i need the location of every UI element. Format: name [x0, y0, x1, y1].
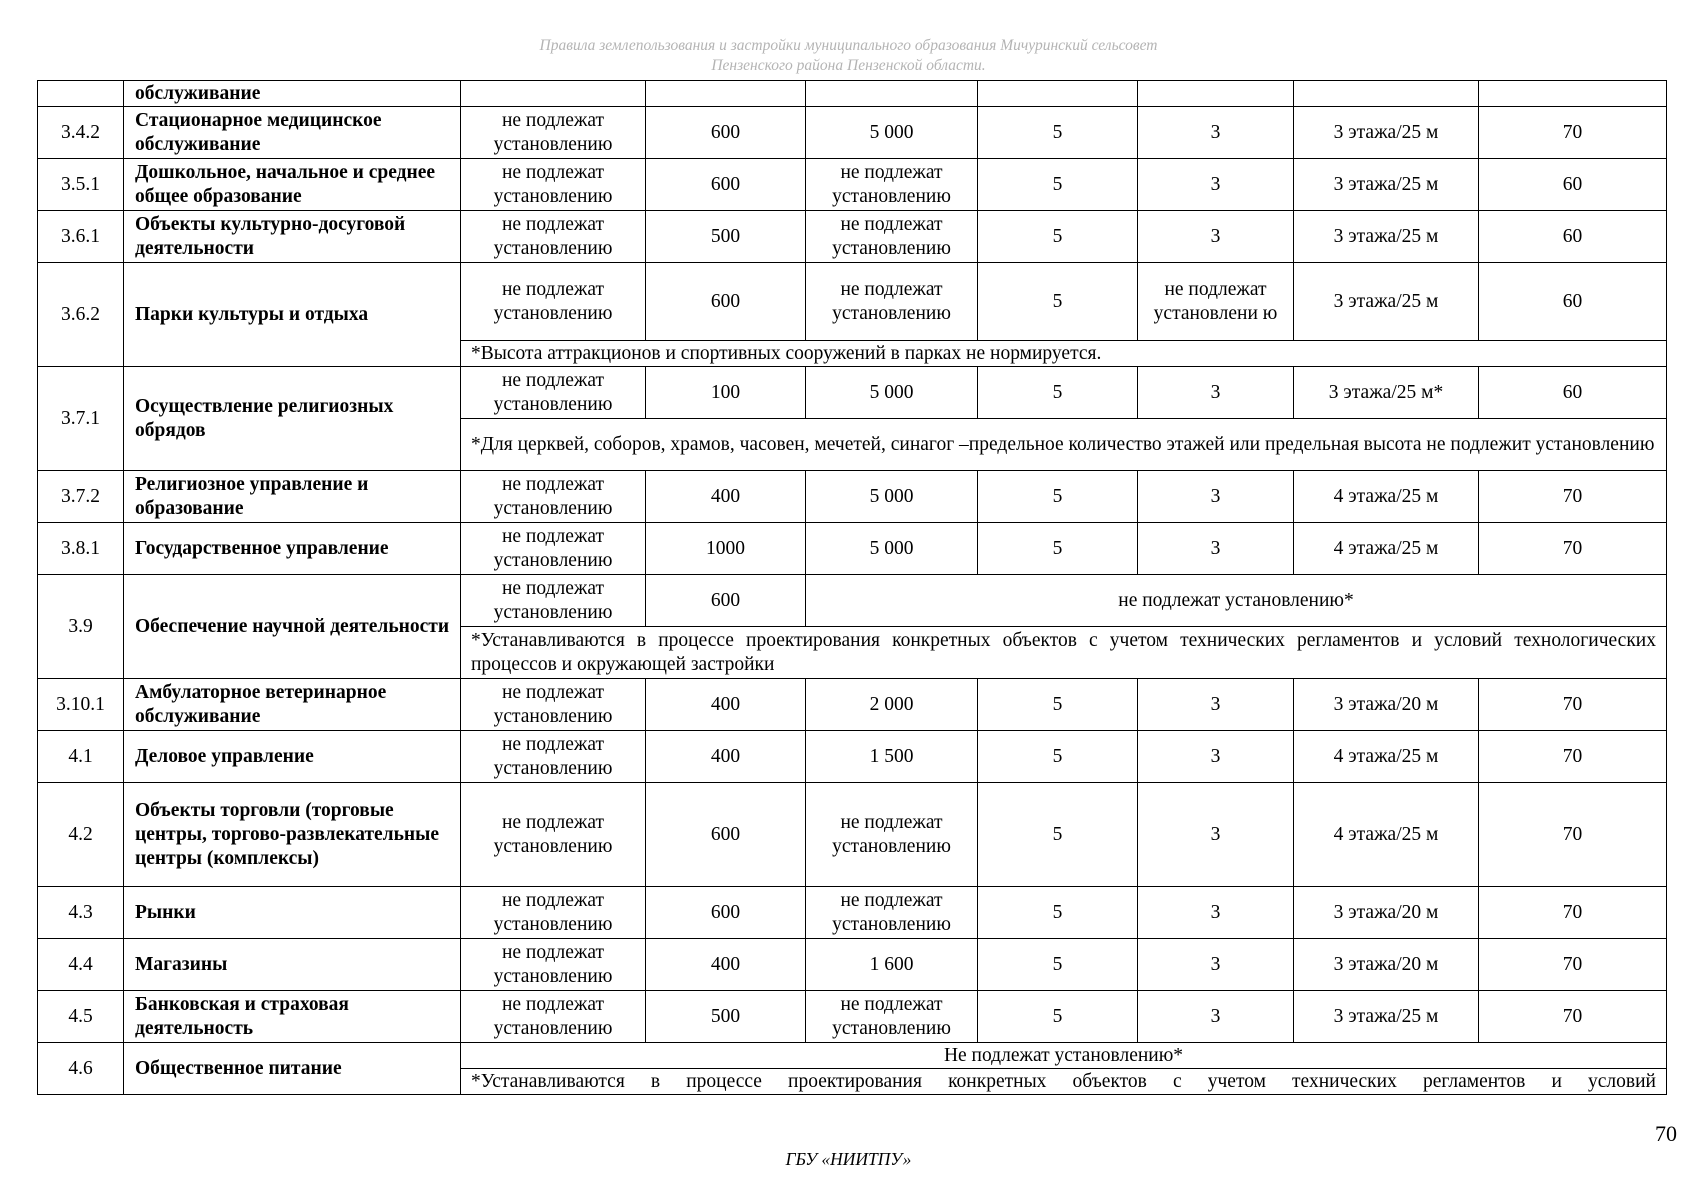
table-cell: 500 [646, 211, 806, 263]
page-footer: ГБУ «НИИТПУ» [785, 1149, 912, 1169]
row-name-cell: Осуществление религиозных обрядов [124, 367, 461, 471]
table-cell: не подлежат установлению [806, 263, 978, 341]
table-cell: 70 [1479, 679, 1667, 731]
table-cell: 3 [1138, 731, 1294, 783]
table-cell: 70 [1479, 107, 1667, 159]
row-code-cell: 4.2 [38, 783, 124, 887]
row-code-cell: 3.6.2 [38, 263, 124, 367]
merged-value-cell: Не подлежат установлению* [461, 1043, 1667, 1069]
footnote-cell: *Устанавливаются в процессе проектирования конкретных объектов с учетом технических регламентов и условий [461, 1069, 1667, 1095]
row-code-cell: 4.6 [38, 1043, 124, 1095]
row-name-cell: обслуживание [124, 81, 461, 107]
table-cell [806, 81, 978, 107]
table-cell: 5 [978, 887, 1138, 939]
table-cell: 5 [978, 263, 1138, 341]
row-code-cell: 4.5 [38, 991, 124, 1043]
table-cell: 3 [1138, 783, 1294, 887]
table-cell: 5 [978, 523, 1138, 575]
row-name-cell: Объекты торговли (торговые центры, торгово-развлекательные центры (комплексы) [124, 783, 461, 887]
table-cell: 5 000 [806, 367, 978, 419]
table-cell: 3 [1138, 991, 1294, 1043]
table-cell: 3 [1138, 887, 1294, 939]
table-row [38, 991, 1667, 1043]
table-cell: 1000 [646, 523, 806, 575]
table-cell: 500 [646, 991, 806, 1043]
page-number: 70 [1655, 1121, 1677, 1146]
table-cell: не подлежат установлению [806, 211, 978, 263]
table-cell: 3 [1138, 211, 1294, 263]
header-line-1: Правила землепользования и застройки муниципального образования Мичуринский сельсовет [539, 37, 1158, 54]
table-cell: 70 [1479, 887, 1667, 939]
row-code-cell: 4.1 [38, 731, 124, 783]
row-name-cell: Обеспечение научной деятельности [124, 575, 461, 679]
row-name-cell: Стационарное медицинское обслуживание [124, 107, 461, 159]
table-cell: 3 [1138, 523, 1294, 575]
row-name-cell: Амбулаторное ветеринарное обслуживание [124, 679, 461, 731]
table-cell: 400 [646, 471, 806, 523]
row-code-cell [38, 81, 124, 107]
table-cell: не подлежат установлению [806, 991, 978, 1043]
row-name-cell: Рынки [124, 887, 461, 939]
table-row [38, 107, 1667, 159]
table-cell: не подлежат установлению [461, 107, 646, 159]
table-cell [1479, 81, 1667, 107]
table-cell: 600 [646, 159, 806, 211]
table-row [38, 887, 1667, 939]
table-cell: не подлежат установлению [461, 575, 646, 627]
table-cell: 70 [1479, 939, 1667, 991]
table-cell: 1 500 [806, 731, 978, 783]
table-row [38, 211, 1667, 263]
table-cell: 70 [1479, 731, 1667, 783]
footnote-cell: *Устанавливаются в процессе проектирования конкретных объектов с учетом технических регламентов и условий технологических процессов и окружающей застройки [461, 627, 1667, 679]
table-row [38, 263, 1667, 341]
table-cell: не подлежат установлению [461, 991, 646, 1043]
table-cell: 70 [1479, 783, 1667, 887]
table-cell: 400 [646, 679, 806, 731]
row-code-cell: 3.4.2 [38, 107, 124, 159]
row-code-cell: 4.4 [38, 939, 124, 991]
table-cell: 5 [978, 471, 1138, 523]
table-cell: 100 [646, 367, 806, 419]
table-cell: не подлежат установлению [461, 263, 646, 341]
table-cell: 5 [978, 107, 1138, 159]
table-cell: не подлежат установлению [461, 679, 646, 731]
table-cell [646, 81, 806, 107]
table-row [38, 783, 1667, 887]
table-cell: 5 000 [806, 523, 978, 575]
row-name-cell: Объекты культурно-досуговой деятельности [124, 211, 461, 263]
table-cell: 5 [978, 939, 1138, 991]
table-cell: 4 этажа/25 м [1294, 783, 1479, 887]
table-cell: не подлежат установлени ю [1138, 263, 1294, 341]
table-cell: 5 [978, 783, 1138, 887]
row-code-cell: 3.6.1 [38, 211, 124, 263]
table-cell: 5 [978, 731, 1138, 783]
table-cell: не подлежат установлению [461, 731, 646, 783]
table-cell: не подлежат установлению [461, 523, 646, 575]
row-code-cell: 3.9 [38, 575, 124, 679]
table-row [38, 81, 1667, 107]
table-cell: 3 [1138, 679, 1294, 731]
table-cell: не подлежат установлению [461, 783, 646, 887]
table-cell [978, 81, 1138, 107]
table-cell: 70 [1479, 523, 1667, 575]
table-cell: 4 этажа/25 м [1294, 523, 1479, 575]
table-cell: 1 600 [806, 939, 978, 991]
row-code-cell: 3.10.1 [38, 679, 124, 731]
table-row [38, 939, 1667, 991]
merged-value-cell: не подлежат установлению* [806, 575, 1667, 627]
table-cell: не подлежат установлению [461, 211, 646, 263]
table-cell: 4 этажа/25 м [1294, 731, 1479, 783]
table-cell: 3 [1138, 939, 1294, 991]
table-cell: 60 [1479, 211, 1667, 263]
table-cell [461, 81, 646, 107]
table-cell [1138, 81, 1294, 107]
table-cell: 3 [1138, 367, 1294, 419]
table-row [38, 1043, 1667, 1069]
table-cell: 5 000 [806, 107, 978, 159]
row-code-cell: 4.3 [38, 887, 124, 939]
table-cell: 600 [646, 887, 806, 939]
table-cell: 400 [646, 939, 806, 991]
table-cell: не подлежат установлению [806, 783, 978, 887]
table-cell: 5 000 [806, 471, 978, 523]
header-line-2: Пензенского района Пензенской области. [711, 57, 986, 74]
table-cell: 5 [978, 211, 1138, 263]
table-row [38, 367, 1667, 419]
row-name-cell: Общественное питание [124, 1043, 461, 1095]
row-code-cell: 3.7.1 [38, 367, 124, 471]
table-cell: 3 этажа/20 м [1294, 939, 1479, 991]
table-cell: 5 [978, 159, 1138, 211]
table-cell: 3 [1138, 471, 1294, 523]
table-cell: 3 этажа/25 м [1294, 211, 1479, 263]
row-name-cell: Магазины [124, 939, 461, 991]
row-name-cell: Парки культуры и отдыха [124, 263, 461, 367]
table-cell: 3 этажа/20 м [1294, 887, 1479, 939]
regulations-table [37, 80, 1667, 1095]
table-cell: 600 [646, 107, 806, 159]
table-cell: 3 этажа/25 м [1294, 991, 1479, 1043]
table-cell: 3 [1138, 159, 1294, 211]
row-name-cell: Государственное управление [124, 523, 461, 575]
table-cell: 600 [646, 575, 806, 627]
table-row [38, 471, 1667, 523]
table-cell [1294, 81, 1479, 107]
page-header [0, 36, 1697, 76]
row-code-cell: 3.7.2 [38, 471, 124, 523]
table-cell: 400 [646, 731, 806, 783]
row-name-cell: Дошкольное, начальное и среднее общее образование [124, 159, 461, 211]
table-cell: не подлежат установлению [461, 939, 646, 991]
table-cell: 600 [646, 783, 806, 887]
table-cell: 3 [1138, 107, 1294, 159]
table-cell: 5 [978, 991, 1138, 1043]
table-row [38, 575, 1667, 627]
table-cell: 5 [978, 679, 1138, 731]
table-cell: не подлежат установлению [461, 887, 646, 939]
table-row [38, 679, 1667, 731]
table-cell: 3 этажа/25 м* [1294, 367, 1479, 419]
table-cell: 4 этажа/25 м [1294, 471, 1479, 523]
table-cell: 60 [1479, 367, 1667, 419]
footnote-cell: *Для церквей, соборов, храмов, часовен, мечетей, синагог –предельное количество этажей или предельная высота не подлежит установлению [461, 419, 1667, 471]
row-code-cell: 3.5.1 [38, 159, 124, 211]
table-cell: 600 [646, 263, 806, 341]
row-name-cell: Религиозное управление и образование [124, 471, 461, 523]
table-row [38, 731, 1667, 783]
table-cell: 3 этажа/25 м [1294, 263, 1479, 341]
table-cell: не подлежат установлению [461, 367, 646, 419]
table-cell: 3 этажа/25 м [1294, 159, 1479, 211]
table-cell: не подлежат установлению [461, 159, 646, 211]
table-cell: 5 [978, 367, 1138, 419]
table-row [38, 523, 1667, 575]
row-name-cell: Деловое управление [124, 731, 461, 783]
row-name-cell: Банковская и страховая деятельность [124, 991, 461, 1043]
table-cell: 60 [1479, 263, 1667, 341]
table-cell: 2 000 [806, 679, 978, 731]
table-row [38, 159, 1667, 211]
table-cell: 60 [1479, 159, 1667, 211]
table-cell: не подлежат установлению [806, 887, 978, 939]
table-cell: 3 этажа/20 м [1294, 679, 1479, 731]
table-cell: не подлежат установлению [806, 159, 978, 211]
table-cell: 70 [1479, 991, 1667, 1043]
table-cell: не подлежат установлению [461, 471, 646, 523]
table-cell: 3 этажа/25 м [1294, 107, 1479, 159]
footnote-cell: *Высота аттракционов и спортивных сооружений в парках не нормируется. [461, 341, 1667, 367]
row-code-cell: 3.8.1 [38, 523, 124, 575]
table-cell: 70 [1479, 471, 1667, 523]
